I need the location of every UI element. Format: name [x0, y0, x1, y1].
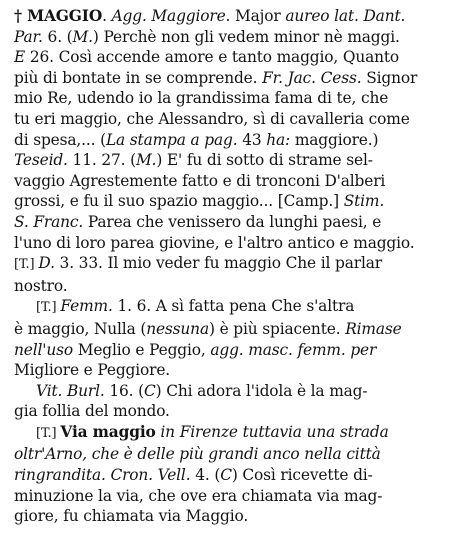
bold-term: Via maggio: [60, 422, 156, 441]
entry-line: [14, 340, 457, 361]
body-text: 1. 6. A sì fatta pena Che s'altra: [112, 297, 355, 316]
body-text: Signor: [361, 68, 418, 87]
body-text: .: [102, 7, 112, 25]
italic-text: aureo lat. Dant.: [285, 7, 406, 25]
entry-line: [14, 276, 457, 297]
body-text: grossi, e fu il suo spazio maggio... [Camp.]: [14, 192, 344, 211]
entry-line: [14, 171, 457, 192]
italic-text: C: [144, 381, 156, 400]
body-text: di spesa,... (: [14, 130, 106, 149]
italic-text: agg. masc. femm. per: [210, 340, 377, 359]
body-text: Parea che venissero da lunghi paesi, e: [83, 212, 382, 231]
entry-line: [14, 381, 457, 402]
body-text: 43: [237, 130, 267, 149]
italic-text: C: [220, 466, 232, 485]
entry-text: [14, 6, 457, 527]
body-text: ) Chi adora l'idola è la mag-: [155, 381, 368, 400]
italic-text: Rimase: [345, 319, 402, 338]
body-text: Meglio e Peggio,: [72, 340, 211, 359]
source-tag: [T.]: [36, 300, 61, 316]
italic-text: La stampa a pag.: [105, 130, 238, 149]
body-text: mio Re, udendo io la grandissima fama di te, che: [14, 89, 389, 108]
body-text: nostro.: [14, 276, 68, 295]
italic-text: E: [14, 48, 26, 67]
body-text: tu eri maggio, che Alessandro, sì di cavalleria come: [14, 109, 410, 128]
entry-line: [14, 233, 457, 254]
entry-line: [14, 444, 457, 465]
entry-line: [14, 130, 457, 151]
body-text: vaggio Agrestemente fatto e di tronconi D'alberi: [14, 171, 386, 190]
body-text: maggiore.): [290, 130, 379, 149]
entry-line: [14, 68, 457, 89]
italic-text: Fr. Jac. Cess.: [262, 68, 362, 87]
body-text: . Major: [225, 7, 286, 25]
entry-line: [14, 360, 457, 381]
entry-line: [14, 253, 457, 276]
italic-text: Vit. Burl.: [36, 381, 105, 400]
body-text: 6. (: [42, 27, 73, 46]
entry-line: [14, 465, 457, 486]
entry-line: [14, 506, 457, 527]
italic-text: S. Franc.: [14, 212, 84, 231]
italic-text: Par.: [14, 27, 43, 46]
italic-text: M.: [72, 27, 93, 46]
italic-text: ringrandita. Cron. Vell.: [14, 466, 191, 485]
body-text: 11. 27. (: [67, 151, 136, 170]
bold-term: † MAGGIO: [14, 7, 103, 25]
entry-line: [14, 422, 457, 445]
body-text: gia follia del mondo.: [14, 402, 170, 421]
body-text: è maggio, Nulla (: [14, 319, 147, 338]
entry-line: [14, 27, 457, 48]
italic-text: M.: [135, 151, 157, 170]
source-tag: [T.]: [14, 257, 39, 273]
italic-text: ha:: [266, 130, 291, 149]
body-text: più di bontate in se comprende.: [14, 68, 263, 87]
italic-text: Femm.: [60, 297, 113, 316]
italic-text: nessuna: [146, 319, 209, 338]
entry-line: [14, 319, 457, 340]
entry-line: [14, 401, 457, 422]
italic-text: nell'uso: [14, 340, 73, 359]
entry-line: [14, 191, 457, 212]
body-text: 16. (: [104, 381, 145, 400]
entry-line: [14, 486, 457, 507]
entry-line: [14, 6, 457, 27]
entry-line: [14, 109, 457, 130]
body-text: ) Perchè non gli vedem minor nè maggi.: [92, 27, 400, 46]
body-text: 3. 33. Il mio veder fu maggio Che il parlar: [54, 254, 382, 273]
body-text: ) Così ricevette di-: [231, 466, 373, 485]
body-text: ) E' fu di sotto di strame sel-: [156, 151, 373, 170]
body-text: giore, fu chiamata via Maggio.: [14, 507, 249, 526]
body-text: Migliore e Peggiore.: [14, 361, 171, 380]
body-text: 26. Così accende amore e tanto maggio, Quanto: [25, 48, 400, 67]
body-text: l'uno di loro parea giovine, e l'altro antico e maggio.: [14, 233, 415, 252]
entry-line: [14, 296, 457, 319]
italic-text: Teseid.: [14, 151, 68, 170]
body-text: ) è più spiacente.: [208, 319, 346, 338]
source-tag: [T.]: [36, 425, 61, 441]
body-text: 4. (: [190, 466, 221, 485]
entry-line: [14, 150, 457, 171]
italic-text: in Firenze tuttavia una strada: [155, 422, 389, 441]
entry-line: [14, 212, 457, 233]
italic-text: D.: [38, 254, 55, 273]
italic-text: Stim.: [343, 192, 385, 211]
italic-text: Agg. Maggiore: [111, 7, 226, 25]
italic-text: oltr'Arno, che è delle più grandi anco nella città: [14, 445, 381, 464]
entry-line: [14, 47, 457, 68]
entry-line: [14, 88, 457, 109]
body-text: minuzione la via, che ove era chiamata via mag-: [14, 486, 383, 505]
